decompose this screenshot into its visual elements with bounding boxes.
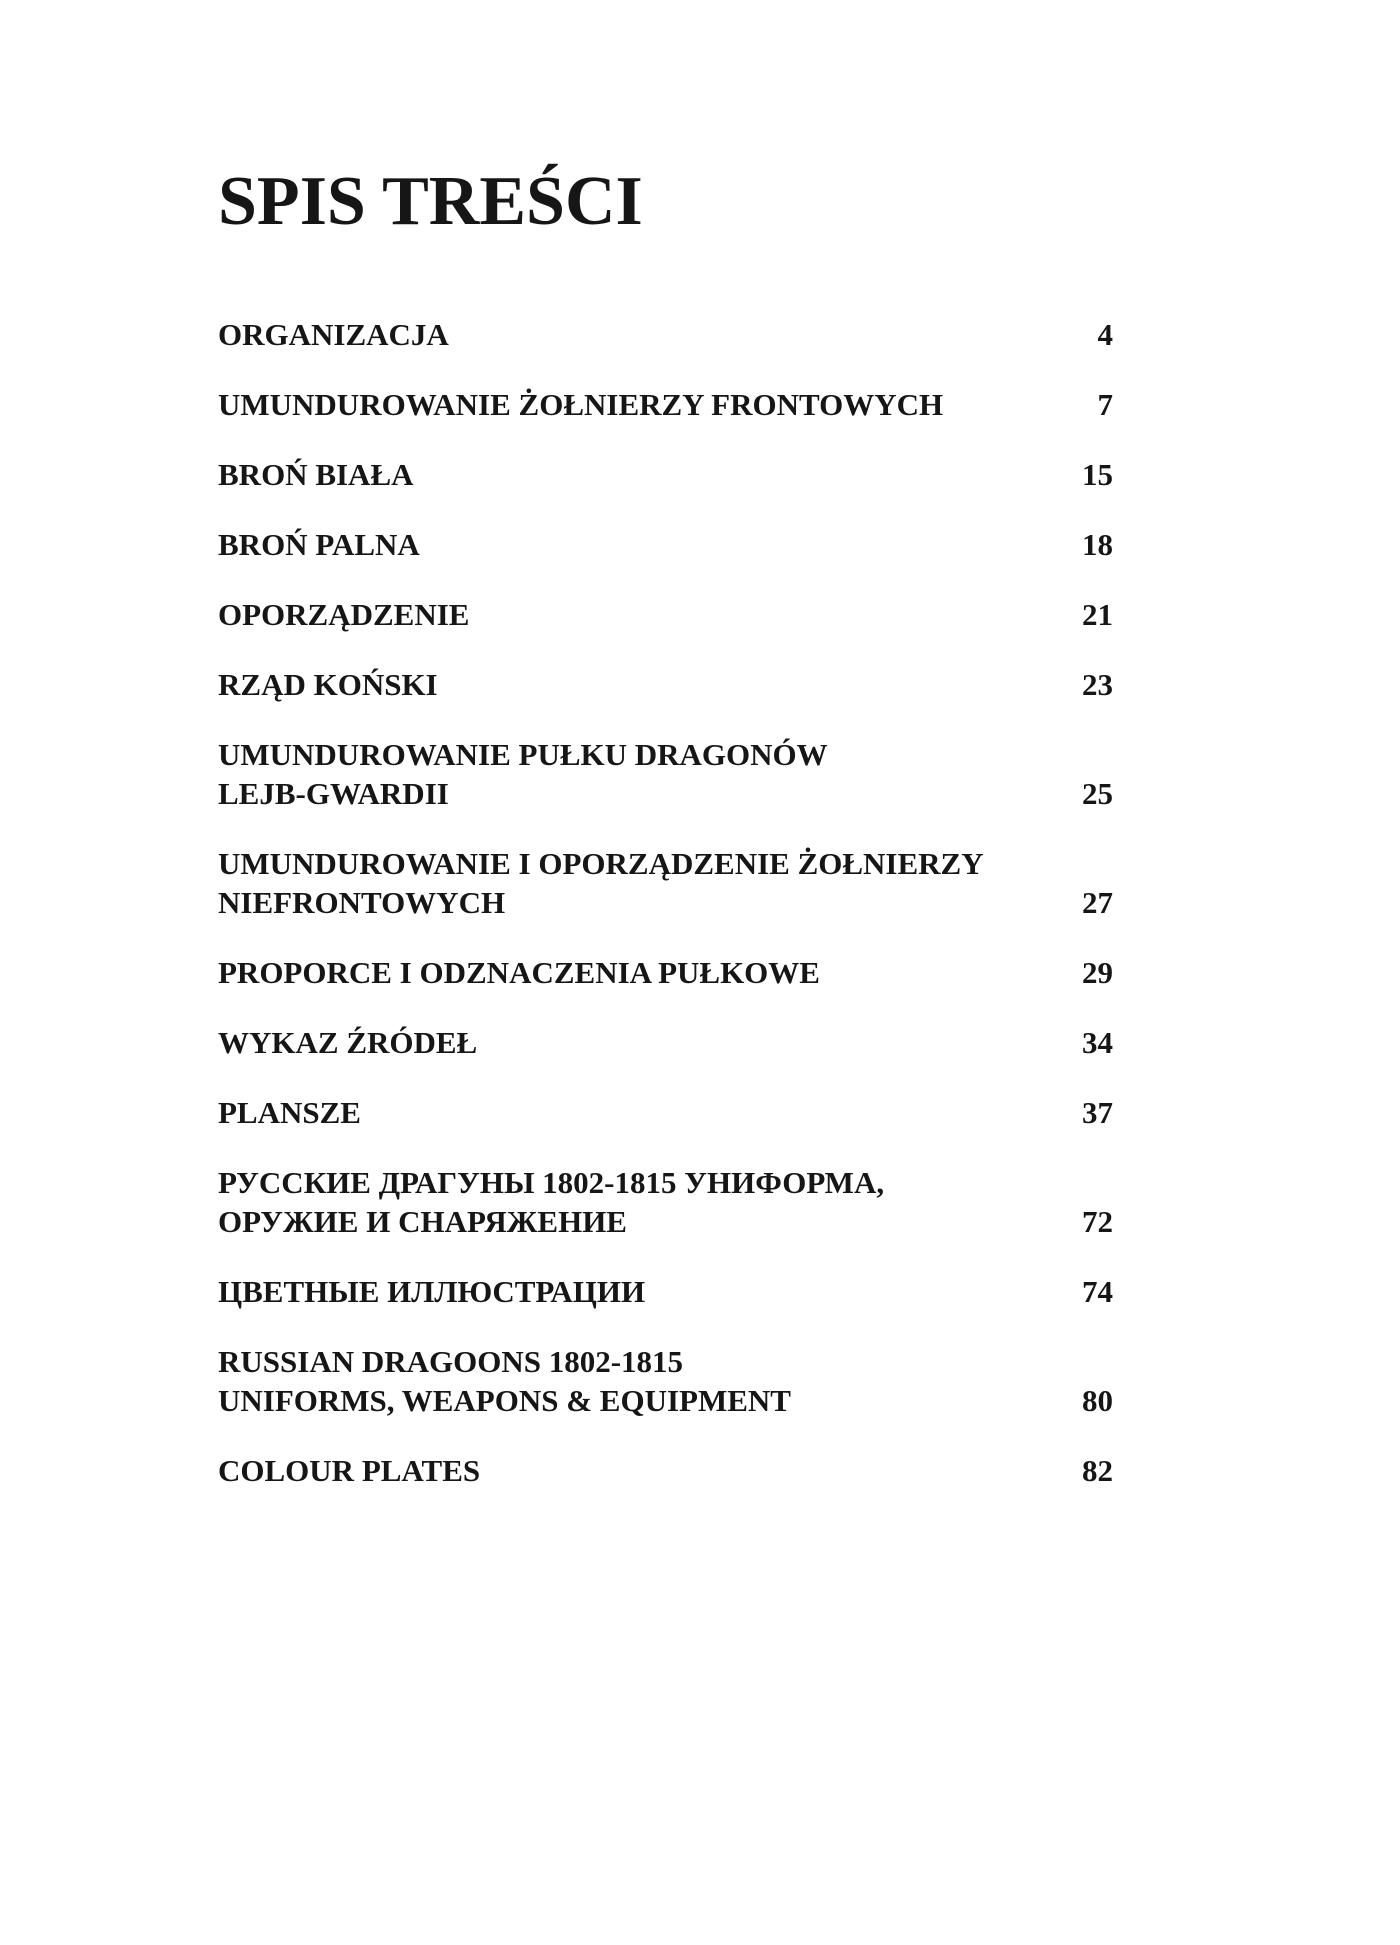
toc-entry-title [218, 1272, 645, 1311]
toc-entry[interactable] [218, 315, 1113, 354]
toc-page-number: 27 [1082, 885, 1113, 920]
toc-page-number: 80 [1082, 1383, 1113, 1418]
toc-page-number: 23 [1082, 667, 1113, 702]
toc-entry[interactable] [218, 953, 1113, 992]
toc-entry[interactable] [218, 735, 1113, 813]
toc-entry[interactable] [218, 1272, 1113, 1311]
toc-entry-title-line: UNIFORMS, WEAPONS & EQUIPMENT [218, 1383, 791, 1418]
toc-page-number: 21 [1082, 597, 1113, 632]
toc-entry-title-line: WYKAZ ŹRÓDEŁ [218, 1025, 478, 1060]
toc-entry-title-line: ORGANIZACJA [218, 317, 449, 352]
toc-entry-title-line: RZĄD KOŃSKI [218, 667, 438, 702]
toc-entry-title-line: РУССКИЕ ДРАГУНЫ 1802-1815 УНИФОРМА, [218, 1165, 885, 1200]
toc-page-number: 18 [1082, 527, 1113, 562]
toc-entry-title [218, 455, 414, 494]
toc-entry-title-line: PLANSZE [218, 1095, 361, 1130]
toc-page-number: 7 [1097, 387, 1113, 422]
toc-entry-title [218, 665, 438, 704]
toc-entry-title-line: RUSSIAN DRAGOONS 1802-1815 [218, 1344, 684, 1379]
toc-entry[interactable] [218, 525, 1113, 564]
toc-entry-title-line: PROPORCE I ODZNACZENIA PUŁKOWE [218, 955, 820, 990]
toc-entry-title [218, 595, 469, 634]
toc-entry-title-line: OPORZĄDZENIE [218, 597, 470, 632]
toc-entry-title [218, 1451, 480, 1490]
toc-page-number: 82 [1082, 1453, 1113, 1488]
toc-page-number: 34 [1082, 1025, 1113, 1060]
toc-entry-title [218, 844, 984, 922]
toc-page-number: 37 [1082, 1095, 1113, 1130]
toc-entry-title [218, 1023, 477, 1062]
toc-entry-title-line: UMUNDUROWANIE PUŁKU DRAGONÓW [218, 737, 828, 772]
toc-entry-title [218, 1093, 361, 1132]
toc-entry-title-line: BROŃ BIAŁA [218, 457, 414, 492]
toc-entry-title-line: BROŃ PALNA [218, 527, 420, 562]
toc-entry-title [218, 1163, 884, 1241]
toc-entry-title-line: LEJB-GWARDII [218, 776, 449, 811]
toc-entry[interactable] [218, 595, 1113, 634]
toc-entry-title [218, 315, 449, 354]
toc-entry-title [218, 953, 820, 992]
toc-page-number: 72 [1082, 1204, 1113, 1239]
toc-entry[interactable] [218, 455, 1113, 494]
toc-page-number: 74 [1082, 1274, 1113, 1309]
toc-entry[interactable] [218, 844, 1113, 922]
toc-page-number: 4 [1097, 317, 1113, 352]
toc-entry-title [218, 525, 420, 564]
toc-page-number: 29 [1082, 955, 1113, 990]
page-title: SPIS TREŚCI [218, 163, 643, 240]
toc-entry-title [218, 1342, 791, 1420]
toc-entry-title-line: ЦВЕТНЫЕ ИЛЛЮСТРАЦИИ [218, 1274, 646, 1309]
toc-page-number: 25 [1082, 776, 1113, 811]
toc-entry[interactable] [218, 1451, 1113, 1490]
toc-entry[interactable] [218, 1163, 1113, 1241]
toc-entry-title [218, 735, 828, 813]
toc-entry-title-line: COLOUR PLATES [218, 1453, 481, 1488]
toc-entry-title [218, 385, 943, 424]
toc-entry[interactable] [218, 665, 1113, 704]
toc-entry-title-line: UMUNDUROWANIE I OPORZĄDZENIE ŻOŁNIERZY [218, 846, 984, 881]
toc-entry[interactable] [218, 1342, 1113, 1420]
toc-entry-title-line: NIEFRONTOWYCH [218, 885, 506, 920]
toc-entry[interactable] [218, 385, 1113, 424]
toc-entry[interactable] [218, 1093, 1113, 1132]
toc-entry[interactable] [218, 1023, 1113, 1062]
toc-entry-title-line: ОРУЖИЕ И СНАРЯЖЕНИЕ [218, 1204, 627, 1239]
toc-entry-title-line: UMUNDUROWANIE ŻOŁNIERZY FRONTOWYCH [218, 387, 944, 422]
table-of-contents [218, 315, 1113, 1521]
toc-page-number: 15 [1082, 457, 1113, 492]
